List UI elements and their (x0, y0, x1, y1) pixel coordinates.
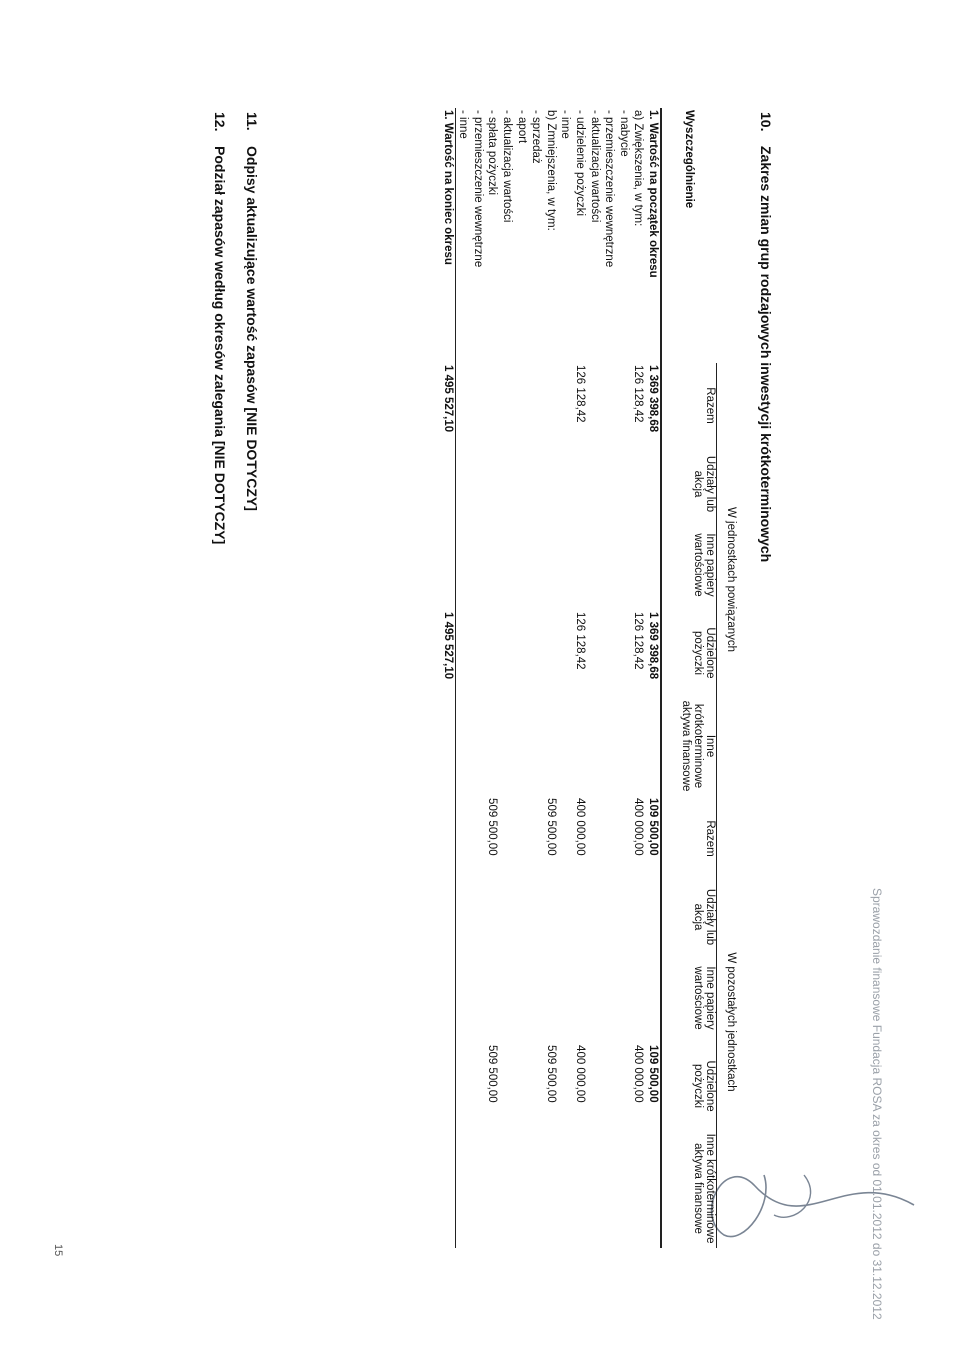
value-cell (470, 953, 485, 1043)
value-cell (602, 696, 617, 796)
value-cell: 509 500,00 (544, 1045, 557, 1103)
header-col: Inne papiery wartościowe (661, 520, 717, 610)
value-cell (485, 520, 500, 610)
value-cell: 1 495 527,10 (440, 363, 455, 448)
group-header-related: W jednostkach powiązanych (717, 363, 738, 796)
section-10-title (758, 112, 774, 562)
section-number: 11. (244, 112, 260, 131)
value-cell (587, 1043, 602, 1129)
value-cell (455, 448, 470, 520)
row-label: 1. Wartość na koniec okresu (440, 108, 455, 363)
value-cell (616, 520, 631, 610)
value-cell (470, 363, 485, 448)
value-cell (631, 1129, 646, 1248)
value-cell (440, 1043, 455, 1129)
value-cell (485, 363, 500, 448)
value-cell: 126 128,42 (574, 365, 587, 423)
value-cell (455, 1129, 470, 1248)
value-cell (514, 953, 529, 1043)
value-cell (558, 363, 573, 448)
value-cell (602, 881, 617, 953)
value-cell (572, 520, 587, 610)
value-cell (631, 881, 646, 953)
table-row (587, 108, 602, 1248)
value-cell (587, 520, 602, 610)
value-cell (543, 610, 558, 696)
value-cell (514, 520, 529, 610)
value-cell (645, 520, 661, 610)
value-cell (499, 796, 514, 881)
value-cell (455, 953, 470, 1043)
value-cell (631, 953, 646, 1043)
value-cell (645, 953, 661, 1043)
value-cell (514, 796, 529, 881)
value-cell (455, 881, 470, 953)
section-12-title (212, 112, 228, 544)
row-label: - inne (457, 110, 470, 139)
value-cell (499, 881, 514, 953)
empty-header-cell (717, 108, 738, 363)
page-number: 15 (52, 1244, 64, 1257)
value-cell (616, 610, 631, 696)
header-col: Udziały lub akcja (661, 448, 717, 520)
value-cell (602, 953, 617, 1043)
value-cell (485, 1129, 500, 1248)
value-cell (529, 448, 544, 520)
table-row (558, 108, 573, 1248)
header-col: Udzielone pożyczki (661, 610, 717, 696)
value-cell: 126 128,42 (632, 612, 645, 670)
table-row (631, 108, 646, 1248)
value-cell (529, 610, 544, 696)
value-cell (499, 448, 514, 520)
value-cell (514, 610, 529, 696)
value-cell (616, 796, 631, 881)
header-col: Razem (661, 796, 717, 881)
value-cell (514, 448, 529, 520)
value-cell: 400 000,00 (574, 798, 587, 856)
value-cell (543, 881, 558, 953)
value-cell (470, 1043, 485, 1129)
value-cell (543, 448, 558, 520)
header-col: Udzielone pożyczki (661, 1043, 717, 1129)
value-cell (470, 881, 485, 953)
value-cell (529, 696, 544, 796)
header-description: Wyszczególnienie (661, 108, 717, 363)
value-cell (616, 1043, 631, 1129)
section-title-text: Zakres zmian grup rodzajowych inwestycji krótkoterminowych (758, 146, 774, 563)
row-label: 1. Wartość na początek okresu (647, 110, 659, 278)
investments-table (440, 108, 737, 1248)
value-cell (631, 696, 646, 796)
header-col: Udziały lub akcja (661, 881, 717, 953)
column-header-row (661, 108, 717, 1248)
value-cell (470, 796, 485, 881)
row-label: b) Zmniejszenia, w tym: (544, 110, 557, 231)
value-cell (529, 1043, 544, 1129)
table-row (499, 108, 514, 1248)
value-cell (602, 448, 617, 520)
value-cell (529, 363, 544, 448)
value-cell (470, 520, 485, 610)
value-cell (558, 953, 573, 1043)
value-cell (543, 1129, 558, 1248)
row-label: - nabycie (617, 110, 630, 157)
value-cell (602, 1129, 617, 1248)
value-cell (440, 881, 455, 953)
value-cell: 400 000,00 (632, 1045, 645, 1103)
value-cell (514, 696, 529, 796)
group-header-row (717, 108, 738, 1248)
value-cell (558, 1129, 573, 1248)
value-cell (485, 881, 500, 953)
value-cell (558, 881, 573, 953)
table-row (645, 108, 661, 1248)
value-cell (485, 696, 500, 796)
value-cell (572, 696, 587, 796)
value-cell (440, 696, 455, 796)
value-cell (499, 696, 514, 796)
value-cell (572, 953, 587, 1043)
value-cell: 509 500,00 (486, 798, 499, 856)
value-cell (455, 796, 470, 881)
value-cell (485, 610, 500, 696)
value-cell (543, 520, 558, 610)
value-cell (514, 1129, 529, 1248)
section-title-text: Podział zapasów według okresów zalegania [NIE DOTYCZY] (212, 146, 228, 545)
value-cell (499, 1129, 514, 1248)
value-cell (602, 363, 617, 448)
value-cell: 400 000,00 (574, 1045, 587, 1103)
value-cell (587, 696, 602, 796)
value-cell: 109 500,00 (647, 798, 659, 856)
value-cell (616, 448, 631, 520)
row-label: - aport (515, 110, 528, 144)
value-cell (587, 363, 602, 448)
value-cell (485, 448, 500, 520)
value-cell (485, 953, 500, 1043)
value-cell (587, 610, 602, 696)
value-cell (440, 953, 455, 1043)
section-number: 10. (758, 112, 774, 132)
table-body (440, 108, 661, 1248)
value-cell: 1 369 398,68 (647, 612, 659, 680)
value-cell (455, 610, 470, 696)
section-title-text: Odpisy aktualizujące wartość zapasów [NIE DOTYCZY] (244, 146, 260, 511)
table-row (543, 108, 558, 1248)
value-cell (529, 796, 544, 881)
value-cell (499, 1043, 514, 1129)
value-cell (602, 796, 617, 881)
value-cell: 109 500,00 (647, 1045, 659, 1103)
value-cell (616, 953, 631, 1043)
row-label: - aktualizacja wartości (588, 110, 601, 223)
value-cell (514, 881, 529, 953)
row-label: - przemieszczenie wewnętrzne (471, 110, 484, 268)
row-label: a) Zwiększenia, w tym: (632, 110, 645, 227)
value-cell: 400 000,00 (632, 798, 645, 856)
value-cell (455, 520, 470, 610)
value-cell (587, 796, 602, 881)
value-cell (572, 1129, 587, 1248)
value-cell (499, 363, 514, 448)
value-cell (558, 520, 573, 610)
value-cell (558, 796, 573, 881)
value-cell (470, 1129, 485, 1248)
value-cell (499, 520, 514, 610)
header-col: Inne papiery wartościowe (661, 953, 717, 1043)
value-cell: 126 128,42 (632, 365, 645, 423)
table-row (470, 108, 485, 1248)
value-cell (543, 363, 558, 448)
value-cell (602, 610, 617, 696)
value-cell: 126 128,42 (574, 612, 587, 670)
value-cell: 509 500,00 (544, 798, 557, 856)
value-cell (558, 696, 573, 796)
table-row (514, 108, 529, 1248)
value-cell (514, 363, 529, 448)
value-cell (455, 363, 470, 448)
table-row (485, 108, 500, 1248)
value-cell (558, 1043, 573, 1129)
table-row (529, 108, 544, 1248)
value-cell (529, 953, 544, 1043)
table-row (455, 108, 470, 1248)
value-cell: 1 369 398,68 (647, 365, 659, 433)
value-cell (587, 448, 602, 520)
value-cell (470, 448, 485, 520)
value-cell (440, 1129, 455, 1248)
value-cell (631, 448, 646, 520)
value-cell (529, 881, 544, 953)
table-row (440, 108, 455, 1248)
value-cell (616, 1129, 631, 1248)
value-cell (587, 953, 602, 1043)
value-cell (587, 881, 602, 953)
value-cell (455, 1043, 470, 1129)
row-label: - spłata pożyczki (486, 110, 499, 196)
row-label: - udzielenie pożyczki (574, 110, 587, 217)
row-label: - sprzedaż (530, 110, 543, 164)
value-cell: 509 500,00 (486, 1045, 499, 1103)
value-cell (514, 1043, 529, 1129)
document-footer: Sprawozdanie finansowe Fundacja ROSA za okres od 01.01.2012 do 31.12.2012 (870, 888, 884, 1320)
value-cell (499, 953, 514, 1043)
value-cell (543, 696, 558, 796)
section-number: 12. (212, 112, 228, 132)
value-cell (572, 448, 587, 520)
table-row (572, 108, 587, 1248)
value-cell (529, 520, 544, 610)
value-cell (543, 953, 558, 1043)
value-cell: 1 495 527,10 (440, 610, 455, 696)
value-cell (602, 520, 617, 610)
table-row (616, 108, 631, 1248)
row-label: - przemieszczenie wewnętrzne (603, 110, 616, 268)
row-label: - aktualizacja wartości (501, 110, 514, 223)
value-cell (558, 610, 573, 696)
value-cell (645, 696, 661, 796)
value-cell (616, 881, 631, 953)
section-11-title (244, 112, 260, 511)
value-cell (602, 1043, 617, 1129)
value-cell (470, 696, 485, 796)
value-cell (645, 448, 661, 520)
value-cell (499, 610, 514, 696)
value-cell (440, 796, 455, 881)
value-cell (572, 881, 587, 953)
header-col: Inne krótkoterminowe aktywa finansowe (661, 696, 717, 796)
table-row (602, 108, 617, 1248)
value-cell (645, 1129, 661, 1248)
value-cell (616, 696, 631, 796)
value-cell (587, 1129, 602, 1248)
value-cell (645, 881, 661, 953)
value-cell (558, 448, 573, 520)
header-col: Inne krótkoterminowe aktywa finansowe (661, 1129, 717, 1248)
value-cell (616, 363, 631, 448)
group-header-other: W pozostałych jednostkach (717, 796, 738, 1248)
value-cell (631, 520, 646, 610)
row-label: - inne (559, 110, 572, 139)
value-cell (529, 1129, 544, 1248)
value-cell (470, 610, 485, 696)
header-col: Razem (661, 363, 717, 448)
value-cell (440, 448, 455, 520)
value-cell (455, 696, 470, 796)
value-cell (440, 520, 455, 610)
